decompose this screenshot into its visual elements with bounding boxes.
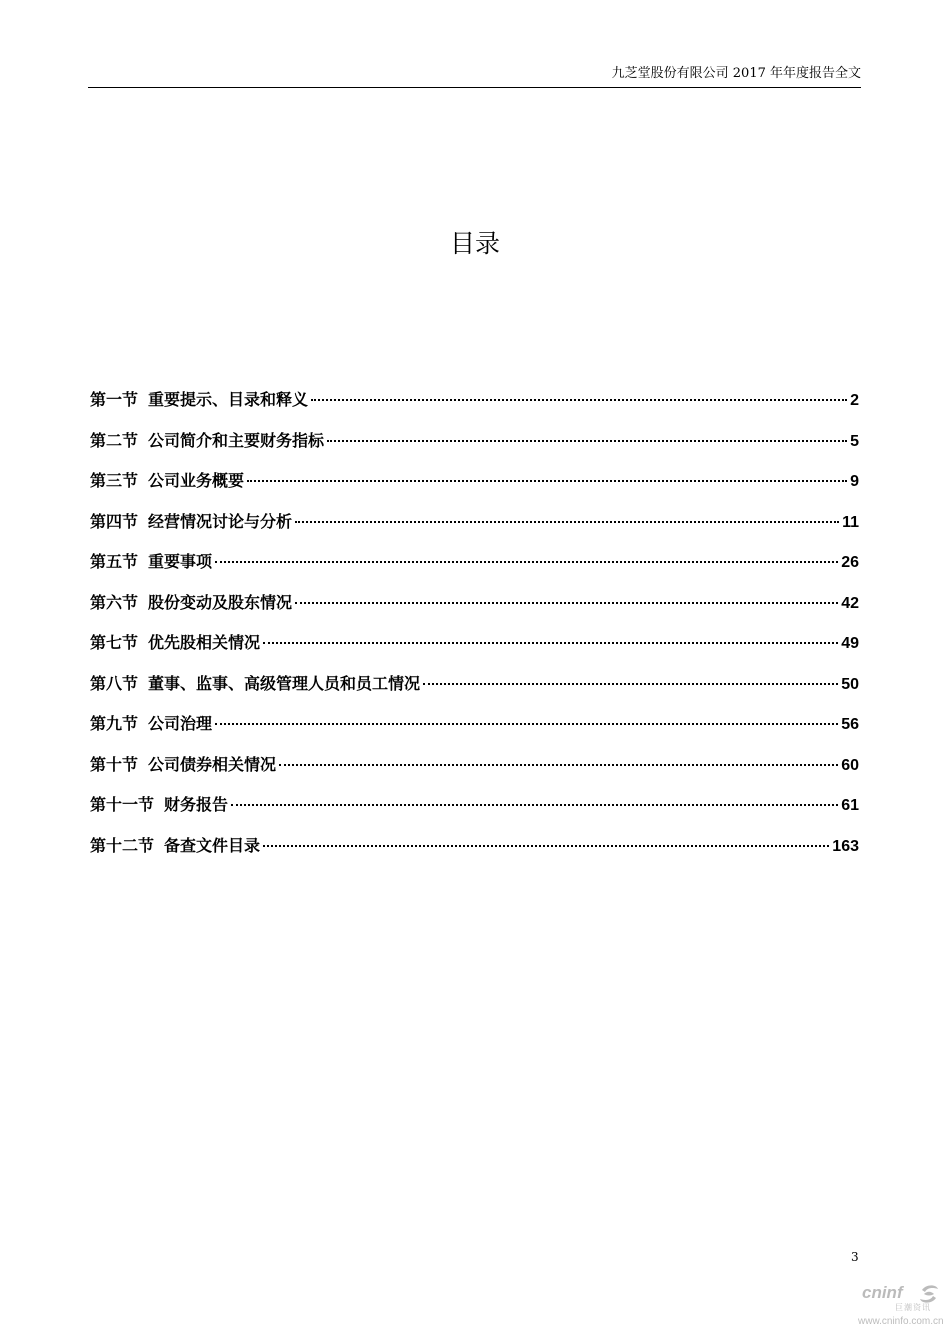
cninfo-swirl-logo-icon [918, 1284, 940, 1304]
page-header [88, 62, 861, 88]
toc-section-label: 第九节 [90, 714, 139, 733]
toc-section-label: 第五节 [90, 552, 139, 571]
toc-title: 股份变动及股东情况 [148, 592, 293, 612]
toc-entry[interactable] [90, 629, 859, 670]
header-text: 九芝堂股份有限公司 2017 年年度报告全文 [611, 66, 861, 81]
toc-title: 重要事项 [148, 552, 213, 571]
toc-page-number: 2 [850, 392, 859, 409]
watermark-cn-text: 巨潮资讯 [895, 1303, 931, 1312]
toc-section-label: 第十二节 [90, 835, 155, 855]
toc-section-label: 第十节 [90, 754, 139, 774]
toc-page-number: 61 [841, 797, 859, 814]
toc-section-label: 第六节 [90, 592, 139, 612]
toc-dot-leader [215, 723, 838, 725]
toc-page-number: 60 [841, 756, 859, 774]
toc-dot-leader [263, 845, 829, 847]
cninfo-watermark [858, 1283, 944, 1333]
toc-dot-leader [311, 399, 847, 401]
toc-title: 财务报告 [164, 795, 229, 814]
toc-title: 公司业务概要 [148, 471, 245, 490]
toc-page-number: 49 [841, 635, 859, 652]
toc-title: 公司简介和主要财务指标 [148, 430, 325, 450]
toc-title: 公司治理 [148, 714, 213, 733]
toc-entry[interactable] [90, 832, 859, 873]
toc-title: 重要提示、目录和释义 [148, 390, 309, 409]
toc-dot-leader [279, 764, 838, 766]
table-of-contents [90, 386, 859, 872]
toc-dot-leader [327, 440, 847, 442]
toc-entry[interactable] [90, 427, 859, 468]
toc-section-label: 第十一节 [90, 795, 155, 814]
toc-entry[interactable] [90, 548, 859, 589]
toc-title: 优先股相关情况 [148, 633, 261, 652]
toc-dot-leader [295, 602, 838, 604]
toc-entry[interactable] [90, 467, 859, 508]
toc-section-label: 第三节 [90, 471, 139, 490]
toc-page-number: 9 [850, 473, 859, 490]
toc-section-label: 第二节 [90, 430, 139, 450]
watermark-url: www.cninfo.com.cn [858, 1316, 944, 1327]
toc-dot-leader [423, 683, 838, 685]
toc-entry[interactable] [90, 589, 859, 630]
toc-entry[interactable] [90, 508, 859, 549]
toc-dot-leader [215, 561, 838, 563]
toc-page-number: 50 [841, 675, 859, 693]
toc-entry[interactable] [90, 791, 859, 832]
toc-entry[interactable] [90, 710, 859, 751]
toc-section-label: 第四节 [90, 511, 139, 531]
toc-dot-leader [231, 804, 838, 806]
toc-page-number: 42 [841, 594, 859, 612]
page-number: 3 [851, 1250, 859, 1264]
toc-section-label: 第八节 [90, 673, 139, 693]
toc-section-label: 第七节 [90, 633, 139, 652]
toc-page-number: 5 [850, 432, 859, 450]
toc-section-label: 第一节 [90, 390, 139, 409]
toc-entry[interactable] [90, 670, 859, 711]
toc-page-number: 11 [842, 513, 859, 531]
toc-entry[interactable] [90, 751, 859, 792]
toc-title: 公司债券相关情况 [148, 754, 277, 774]
toc-page-number: 56 [841, 716, 859, 733]
toc-dot-leader [263, 642, 838, 644]
watermark-logo-text: cninf [862, 1283, 903, 1302]
toc-title: 董事、监事、高级管理人员和员工情况 [148, 673, 421, 693]
toc-title: 经营情况讨论与分析 [148, 511, 293, 531]
toc-page-number: 163 [832, 837, 859, 855]
toc-entry[interactable] [90, 386, 859, 427]
toc-title: 备查文件目录 [164, 835, 261, 855]
toc-dot-leader [247, 480, 847, 482]
toc-dot-leader [295, 521, 839, 523]
page-title: 目录 [449, 229, 500, 258]
toc-page-number: 26 [841, 554, 859, 571]
